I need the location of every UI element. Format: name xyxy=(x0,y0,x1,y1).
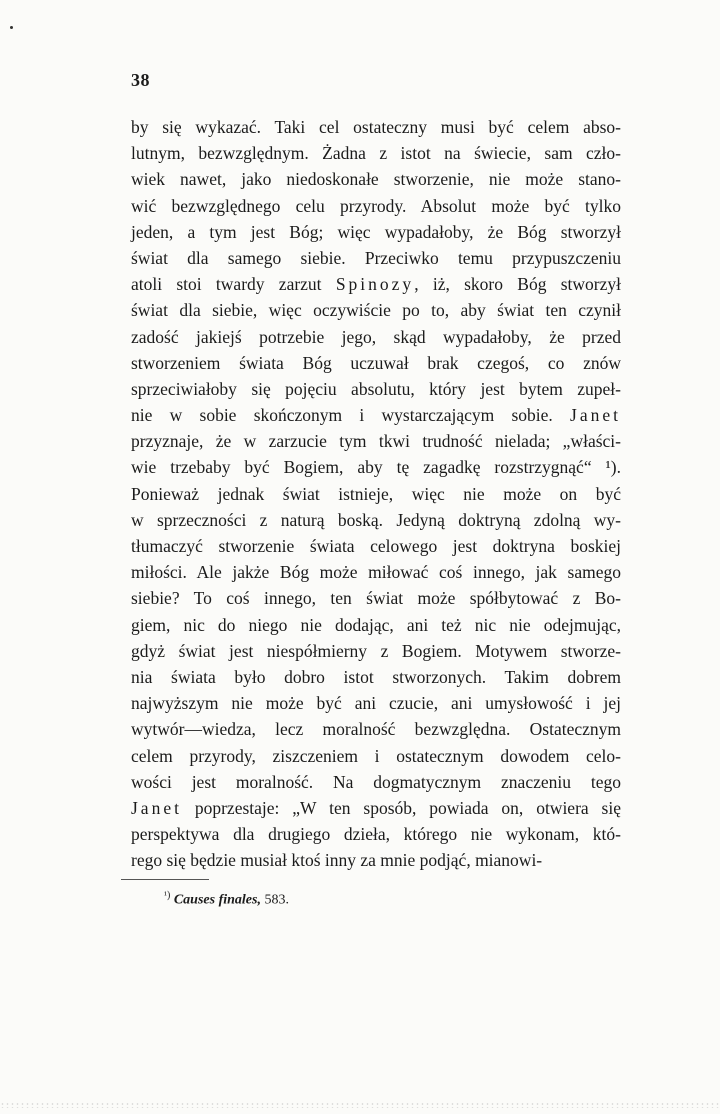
page-number: 38 xyxy=(131,70,150,90)
text-line: Janet poprzestaje: „W ten sposób, powiada on, otwiera się xyxy=(131,797,621,818)
text-line: przyznaje, że w zarzucie tym tkwi trudność nielada; „właści- xyxy=(131,431,621,452)
text-line: nie w sobie skończonym i wystarczającym sobie. Janet xyxy=(131,405,621,426)
text-line: atoli stoi twardy zarzut Spinozy, iż, skoro Bóg stworzył xyxy=(131,274,621,295)
text-line: nia świata było dobro istot stworzonych. Takim dobrem xyxy=(131,666,621,687)
footnote xyxy=(164,890,289,909)
stray-ink-mark xyxy=(10,26,13,29)
text-line: świat dla siebie, więc oczywiście po to, aby świat ten czynił xyxy=(131,300,621,321)
text-line: najwyższym nie może być ani czucie, ani umysłowość i jej xyxy=(131,693,621,714)
text-line: lutnym, bezwzględnym. Żadna z istot na świecie, sam czło- xyxy=(131,143,621,164)
footnote-marker: ¹) xyxy=(164,890,171,901)
scan-edge-noise xyxy=(0,1102,720,1108)
text-line: wości jest moralność. Na dogmatycznym znaczeniu tego xyxy=(131,771,621,792)
footnote-title: Causes finales, xyxy=(173,892,261,908)
text-line: Ponieważ jednak świat istnieje, więc nie może on być xyxy=(131,483,621,504)
footnote-page-ref: 583. xyxy=(264,892,289,908)
text-line: jeden, a tym jest Bóg; więc wypadałoby, że Bóg stworzył xyxy=(131,221,621,242)
text-line: tłumaczyć stworzenie świata celowego jest doktryna boskiej xyxy=(131,536,621,556)
text-line: siebie? To coś innego, ten świat może spółbytować z Bo- xyxy=(131,588,621,609)
text-line: celem przyrody, ziszczeniem i ostatecznym dowodem celo- xyxy=(131,745,621,766)
footnote-divider xyxy=(121,879,209,880)
text-line: wie trzebaby być Bogiem, aby tę zagadkę rozstrzygnąć“ ¹). xyxy=(131,457,621,478)
text-line: rego się będzie musiał ktoś inny za mnie podjąć, mianowi- xyxy=(131,850,543,871)
text-line: wiek nawet, jako niedoskonałe stworzenie, nie może stano- xyxy=(131,169,621,190)
text-line: miłości. Ale jakże Bóg może miłować coś innego, jak samego xyxy=(131,562,621,583)
text-line: wytwór—wiedza, lecz moralność bezwzględna. Ostatecznym xyxy=(131,719,621,740)
text-line: sprzeciwiałoby się pojęciu absolutu, który jest bytem zupeł- xyxy=(131,378,621,399)
text-line: świat dla samego siebie. Przeciwko temu przypuszczeniu xyxy=(131,247,621,268)
text-line: w sprzeczności z naturą boską. Jedyną doktryną zdolną wy- xyxy=(131,509,621,530)
body-text xyxy=(131,114,621,873)
text-line: perspektywa dla drugiego dzieła, którego nie wykonam, któ- xyxy=(131,824,621,845)
text-line: by się wykazać. Taki cel ostateczny musi być celem abso- xyxy=(131,117,621,137)
text-line: gdyż świat jest niespółmierny z Bogiem. Motywem stworze- xyxy=(131,640,621,661)
text-line: wić bezwzględnego celu przyrody. Absolut może być tylko xyxy=(131,195,621,216)
text-line: stworzeniem świata Bóg uczuwał brak czegoś, co znów xyxy=(131,352,621,373)
text-line: giem, nic do niego nie dodając, ani też nic nie odejmując, xyxy=(131,614,621,635)
text-line: zadość jakiejś potrzebie jego, skąd wypadałoby, że przed xyxy=(131,326,621,347)
